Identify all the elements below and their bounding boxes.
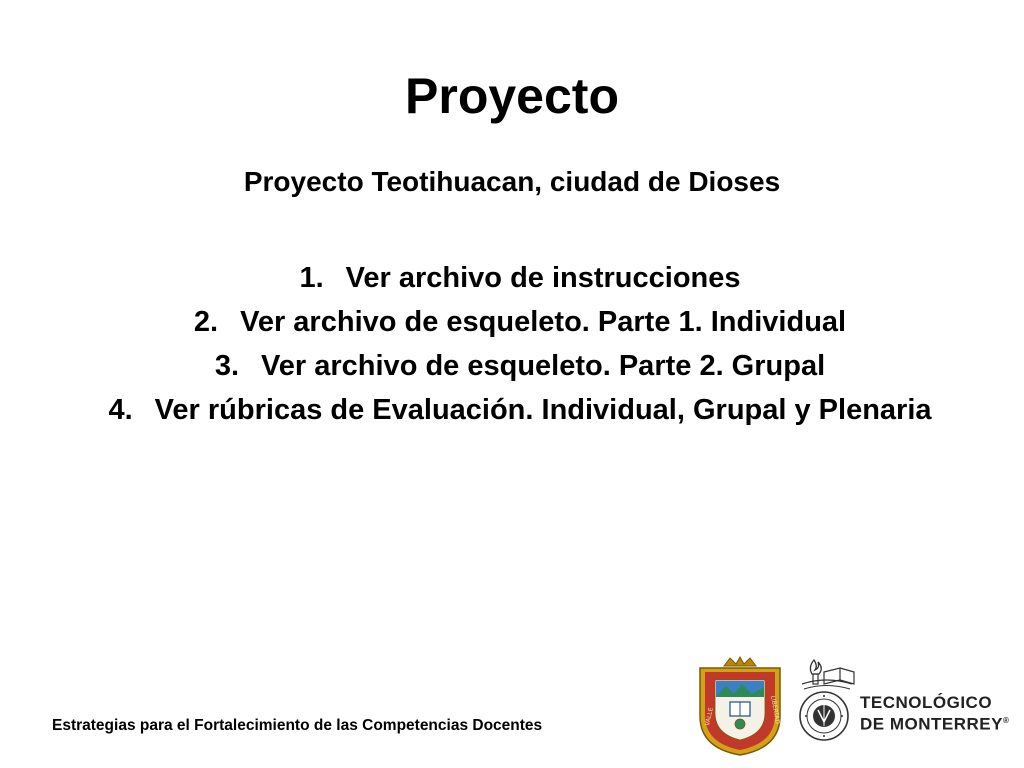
list-item-number: 2. xyxy=(193,306,219,338)
list-item-text: Ver archivo de esqueleto. Parte 1. Individual xyxy=(240,306,847,338)
list-item-number: 1. xyxy=(299,262,324,294)
footer-text: Estrategias para el Fortalecimiento de las Competencias Docentes xyxy=(52,717,543,734)
list-item-text: Ver rúbricas de Evaluación. Individual, Grupal y Plenaria xyxy=(154,394,932,426)
list-item-text: Ver archivo de instrucciones xyxy=(345,262,741,294)
list-item xyxy=(90,256,950,300)
registered-mark: ® xyxy=(1002,716,1010,725)
steps-list xyxy=(90,256,950,432)
list-item xyxy=(90,344,950,388)
wordmark-line2: DE MONTERREY® xyxy=(860,714,1010,734)
tec-monterrey-seal-icon xyxy=(794,658,858,744)
wordmark-line1: TECNOLÓGICO xyxy=(860,693,993,712)
slide-subtitle: Proyecto Teotihuacan, ciudad de Dioses xyxy=(243,166,781,197)
list-item xyxy=(90,300,950,344)
tec-monterrey-wordmark xyxy=(860,694,1020,734)
svg-text:LIBERTAD: LIBERTAD xyxy=(769,695,781,725)
svg-text:VALLE: VALLE xyxy=(704,707,715,727)
slide-title: Proyecto xyxy=(405,68,619,124)
estado-de-mexico-crest-icon xyxy=(694,656,786,756)
list-item-number: 3. xyxy=(214,350,240,382)
list-item-number: 4. xyxy=(108,394,133,426)
list-item-text: Ver archivo de esqueleto. Parte 2. Grupal xyxy=(261,350,826,382)
list-item xyxy=(90,388,950,432)
